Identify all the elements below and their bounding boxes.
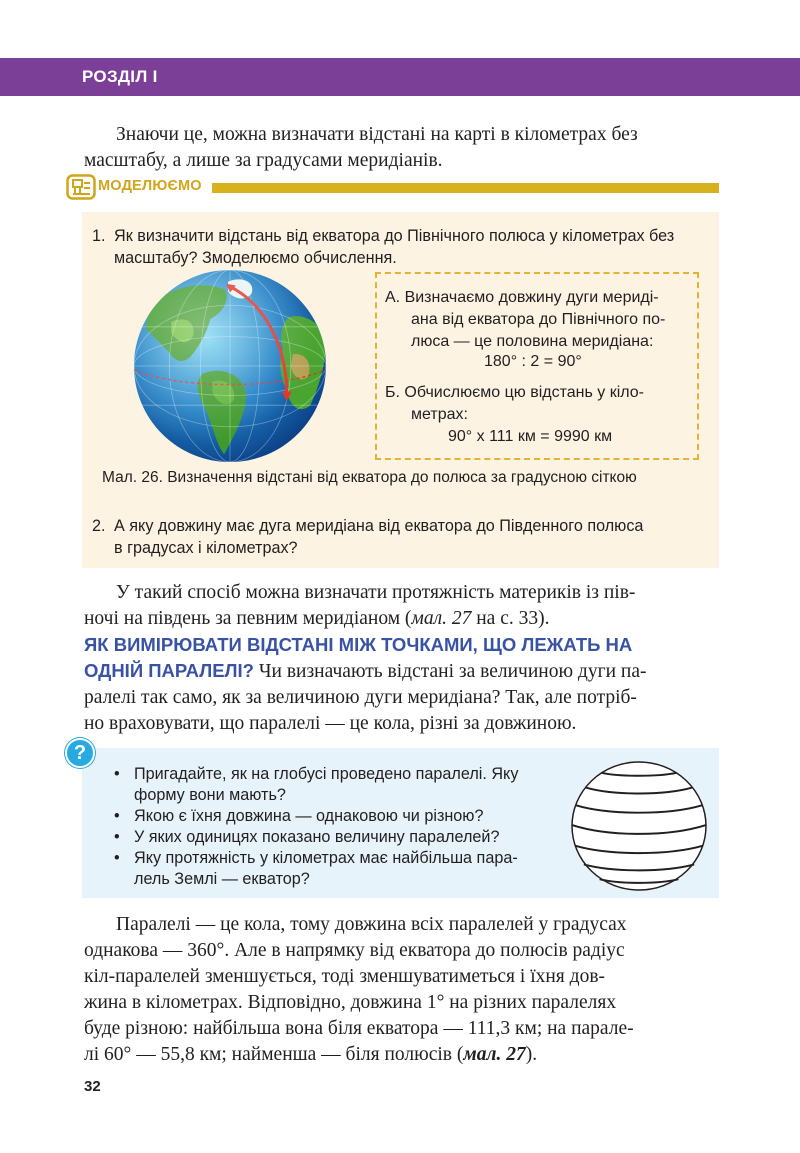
page-number: 32 [84,1078,101,1095]
text-line: люса — це половина меридіана: [411,333,654,350]
bullet: • [114,849,120,867]
section-paragraph [84,658,718,737]
text-line [84,1042,718,1068]
text-line: Знаючи це, можна визначати відстані на карті в кілометрах без [116,124,638,145]
text-line: форму вони мають? [134,786,286,804]
text-line: однакова — 360°. Але в напрямку від екватора до полюсів радіус [84,940,625,961]
modeling-label: МОДЕЛЮЄМО [98,178,202,194]
text-line: Б. Обчислюємо цю відстань у кіло- [385,384,644,401]
text-line: Як визначити відстань від екватора до Північного полюса у кілометрах без [114,227,675,245]
intro-paragraph [84,122,718,174]
list-item [112,806,518,827]
text-line: буде різною: найбільша вона біля екватора — 111,3 км; на парале- [84,1018,634,1039]
text-line: кіл-паралелей зменшується, тоді зменшуватиметься і їхня дов- [84,966,606,987]
section-heading-line-2: ОДНІЙ ПАРАЛЕЛІ? [84,660,254,681]
text-run: ). [525,1044,538,1065]
text-line [84,658,718,685]
figure-caption: Мал. 26. Визначення відстані від екватора до полюса за градусною сіткою [102,469,637,486]
text-line: метрах: [411,406,468,423]
formula-b: 90° х 111 км = 9990 км [448,428,613,445]
step-b [385,382,644,426]
text-line: А. Визначаємо довжину дуги мериді- [385,289,659,306]
text-line [84,606,718,632]
text-run: Чи визначають відстані за величиною дуги па- [253,661,647,682]
question-1 [92,225,674,269]
list-item [112,764,518,806]
question-list [112,764,518,890]
text-line: масштабу? Змоделюємо обчислення. [114,249,397,267]
question-icon: ? [65,738,95,768]
sphere-parallels-illustration [570,760,708,892]
paragraph-3 [84,912,718,1068]
globe-illustration [132,268,328,464]
text-line: Яку протяжність у кілометрах має найбільша пара- [134,849,518,867]
step-a [385,287,665,353]
text-line: ралелі так само, як за величиною дуги меридіана? Так, але потріб- [84,687,637,708]
figure-reference: мал. 27 [463,1044,526,1065]
text-line: У яких одиницях показано величину паралелей? [134,828,500,846]
modeling-icon [66,174,96,200]
text-line: Пригадайте, як на глобусі проведено паралелі. Яку [134,765,519,783]
bullet: • [114,807,120,825]
text-line: Якою є їхня довжина — однаковою чи різною? [134,807,484,825]
bullet: • [114,765,120,783]
text-line: масштабу, а лише за градусами меридіанів. [84,150,443,171]
text-line: А яку довжину має дуга меридіана від екватора до Південного полюса [114,517,644,535]
section-title: РОЗДІЛ І [82,67,158,86]
section-header-bar [0,58,800,96]
question-number: 1. [92,227,106,245]
text-line: Паралелі — це кола, тому довжина всіх паралелей у градусах [116,914,627,935]
text-line: ана від екватора до Північного по- [411,311,666,328]
text-run: лі 60° — 55,8 км; найменша — біля полюсів ( [84,1044,464,1065]
figure-reference: мал. 27 [411,608,472,629]
bullet: • [114,828,120,846]
list-item [112,827,518,848]
text-line: У такий спосіб можна визначати протяжність материків із пів- [116,582,636,603]
modeling-rule [212,183,719,193]
list-item [112,848,518,890]
text-line: в градусах і кілометрах? [114,539,298,557]
text-line: лель Землі — екватор? [134,870,310,888]
text-line: но враховувати, що паралелі — це кола, різні за довжиною. [84,713,577,734]
question-2 [92,515,643,559]
formula-a: 180° : 2 = 90° [484,353,582,370]
text-run: ночі на південь за певним меридіаном ( [84,608,412,629]
text-run: на с. 33). [471,608,550,629]
paragraph-2 [84,580,718,632]
question-number: 2. [92,517,106,535]
section-heading-line-1: ЯК ВИМІРЮВАТИ ВІДСТАНІ МІЖ ТОЧКАМИ, ЩО ЛЕЖАТЬ НА [84,634,633,655]
text-line: жина в кілометрах. Відповідно, довжина 1° на різних паралелях [84,992,617,1013]
